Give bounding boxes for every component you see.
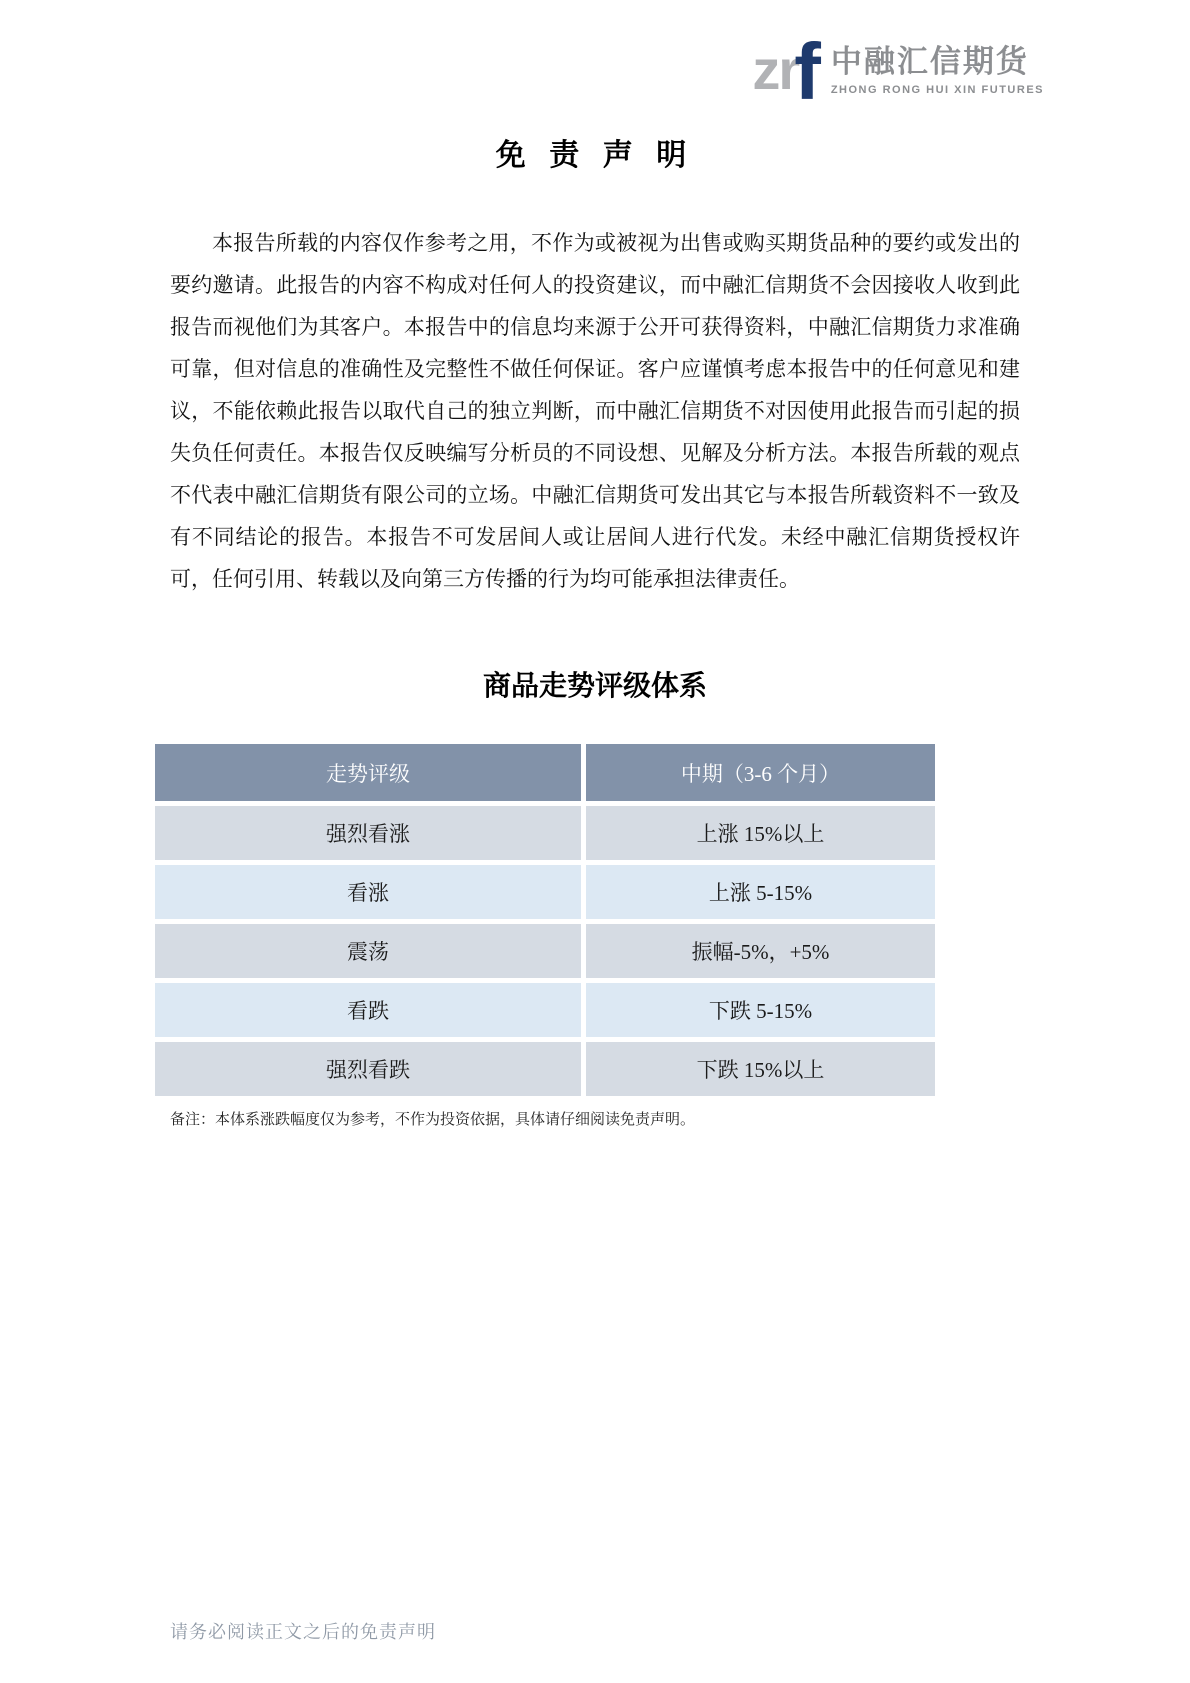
- page-title: 免 责 声 明: [495, 139, 695, 172]
- table-header-midterm: 中期（3-6 个月）: [586, 744, 935, 801]
- table-cell-rating: 强烈看跌: [155, 1042, 581, 1096]
- table-header-rating: 走势评级: [155, 744, 581, 801]
- logo-letter-f: f: [794, 27, 821, 116]
- company-logo: [752, 26, 1044, 116]
- rating-table: [155, 744, 935, 1096]
- table-cell-range: 上涨 5-15%: [586, 865, 935, 919]
- table-note: 备注：本体系涨跌幅度仅为参考，不作为投资依据，具体请仔细阅读免责声明。: [170, 1112, 696, 1128]
- logo-letters-zr: zr: [752, 38, 799, 101]
- logo-wordmark: [831, 36, 1044, 96]
- table-cell-rating: 看涨: [155, 865, 581, 919]
- table-cell-rating: 强烈看涨: [155, 806, 581, 860]
- table-cell-rating: 震荡: [155, 924, 581, 978]
- table-cell-rating: 看跌: [155, 983, 581, 1037]
- rating-section-title: 商品走势评级体系: [482, 671, 707, 702]
- table-cell-range: 上涨 15%以上: [586, 806, 935, 860]
- zrf-logo-icon: [752, 22, 821, 116]
- table-cell-range: 振幅-5%，+5%: [586, 924, 935, 978]
- disclaimer-paragraph: 本报告所载的内容仅作参考之用，不作为或被视为出售或购买期货品种的要约或发出的要约邀请。此报告的内容不构成对任何人的投资建议，而中融汇信期货不会因接收人收到此报告而视他们为其客户。本报告中的信息均来源于公开可获得资料，中融汇信期货力求准确可靠，但对信息的准确性及完整性不做任何保证。客户应谨慎考虑本报告中的任何意见和建议，不能依赖此报告以取代自己的独立判断，而中融汇信期货不对因使用此报告而引起的损失负任何责任。本报告仅反映编写分析员的不同设想、见解及分析方法。本报告所载的观点不代表中融汇信期货有限公司的立场。中融汇信期货可发出其它与本报告所载资料不一致及有不同结论的报告。本报告不可发居间人或让居间人进行代发。未经中融汇信期货授权许可，任何引用、转载以及向第三方传播的行为均可能承担法律责任。: [170, 231, 1020, 591]
- logo-company-name-cn: 中融汇信期货: [830, 44, 1029, 79]
- table-cell-range: 下跌 5-15%: [586, 983, 935, 1037]
- footer-disclaimer-reminder: 请务必阅读正文之后的免责声明: [170, 1622, 436, 1642]
- logo-company-name-en: ZHONG RONG HUI XIN FUTURES: [830, 84, 1044, 96]
- table-cell-range: 下跌 15%以上: [586, 1042, 935, 1096]
